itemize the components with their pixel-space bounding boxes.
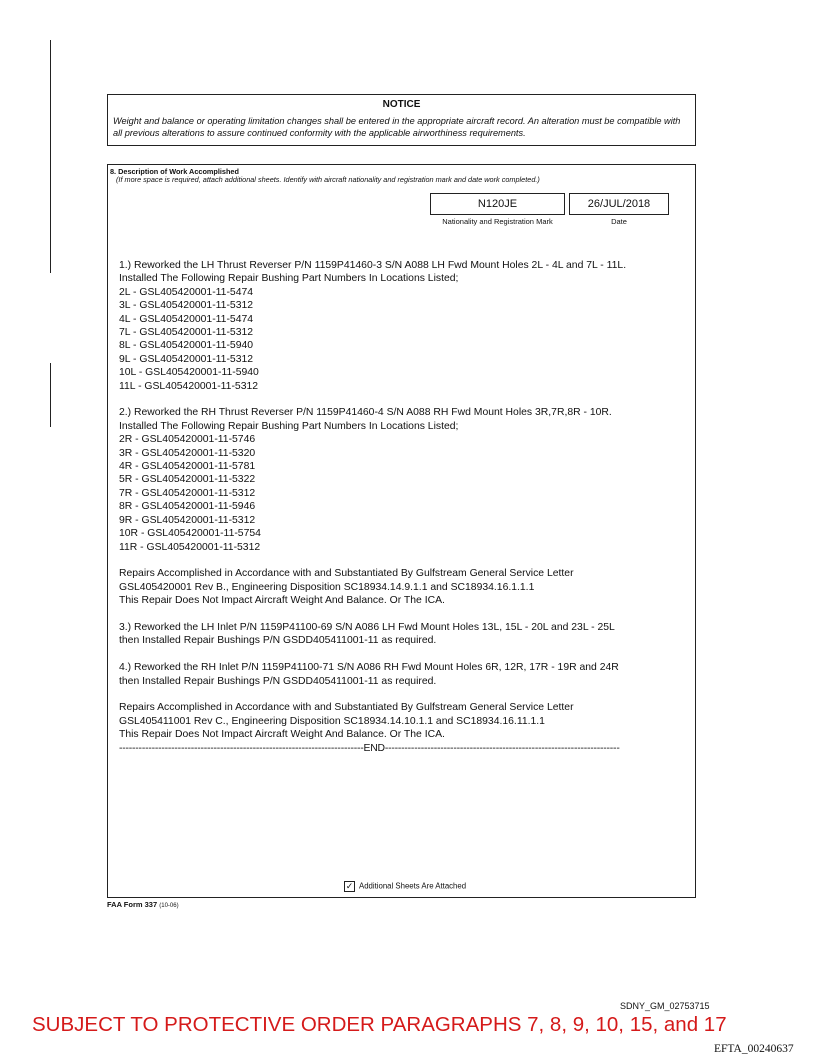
work-line	[119, 393, 689, 406]
work-line: 3L - GSL405420001-11-5312	[119, 300, 254, 312]
form-revision: (10-06)	[159, 903, 179, 909]
work-line: 2.) Reworked the RH Thrust Reverser P/N 1159P41460-4 S/N A088 RH Fwd Mount Holes 3R,7R,8R - 10R.	[119, 407, 612, 419]
notice-title: NOTICE	[382, 99, 421, 110]
work-line: then Installed Repair Bushings P/N GSDD405411001-11 as required.	[119, 675, 437, 687]
work-line: 10L - GSL405420001-11-5940	[119, 367, 259, 379]
additional-sheets-label: Additional Sheets Are Attached	[359, 881, 467, 891]
work-line: 4R - GSL405420001-11-5781	[119, 461, 256, 473]
work-line: 10R - GSL405420001-11-5754	[119, 528, 261, 540]
work-line: 9R - GSL405420001-11-5312	[119, 514, 256, 526]
work-line: Repairs Accomplished in Accordance with and Substantiated By Gulfstream General Service Letter	[119, 702, 574, 714]
registration-mark-field: N120JE	[430, 193, 565, 215]
work-line: 3R - GSL405420001-11-5320	[119, 447, 256, 459]
left-margin-mark	[50, 40, 51, 273]
work-line: This Repair Does Not Impact Aircraft Weight And Balance. Or The ICA.	[119, 729, 445, 741]
work-line: Installed The Following Repair Bushing Part Numbers In Locations Listed;	[119, 273, 459, 285]
section-title: 8. Description of Work Accomplished	[110, 167, 239, 176]
work-line: 1.) Reworked the LH Thrust Reverser P/N 1159P41460-3 S/N A088 LH Fwd Mount Holes 2L - 4L and 7L - 11L.	[119, 260, 627, 271]
work-line: Repairs Accomplished in Accordance with and Substantiated By Gulfstream General Service Letter	[119, 568, 574, 580]
left-margin-mark	[50, 363, 51, 427]
work-line: 4L - GSL405420001-11-5474	[119, 313, 254, 325]
work-line: 2R - GSL405420001-11-5746	[119, 434, 256, 446]
date-field: 26/JUL/2018	[569, 193, 669, 215]
work-line: 8R - GSL405420001-11-5946	[119, 501, 256, 513]
work-line: This Repair Does Not Impact Aircraft Weight And Balance. Or The ICA.	[119, 595, 445, 607]
work-line: 7R - GSL405420001-11-5312	[119, 487, 256, 499]
work-line: 11L - GSL405420001-11-5312	[119, 380, 259, 392]
registration-mark-label: Nationality and Registration Mark	[442, 217, 553, 226]
work-line: 3.) Reworked the LH Inlet P/N 1159P41100-69 S/N A086 LH Fwd Mount Holes 13L, 15L - 20L and 23L - 25L	[119, 621, 615, 633]
work-line	[119, 648, 689, 661]
work-line	[119, 608, 689, 621]
work-line: 8L - GSL405420001-11-5940	[119, 340, 254, 352]
work-line: 4.) Reworked the RH Inlet P/N 1159P41100-71 S/N A086 RH Fwd Mount Holes 6R, 12R, 17R - 19R and 24R	[119, 662, 619, 674]
additional-sheets-checkbox[interactable]: ✓	[345, 881, 354, 891]
notice-box	[107, 94, 696, 146]
work-description-text	[119, 259, 689, 755]
work-line: then Installed Repair Bushings P/N GSDD405411001-11 as required.	[119, 635, 437, 647]
notice-text: Weight and balance or operating limitation changes shall be entered in the appropriate aircraft record. An alteration must be compatible with all previous alterations to assure continued conformity with the applicable airworthiness requirements.	[113, 116, 681, 138]
additional-sheets-row	[344, 881, 466, 892]
work-line: 7L - GSL405420001-11-5312	[119, 327, 254, 339]
form-identifier	[107, 900, 179, 909]
date-label: Date	[611, 217, 627, 226]
bates-number: SDNY_GM_02753715	[620, 1001, 710, 1011]
work-line: 9L - GSL405420001-11-5312	[119, 353, 254, 365]
efta-number: EFTA_00240637	[714, 1043, 794, 1055]
work-line: GSL405411001 Rev C., Engineering Disposition SC18934.14.10.1.1 and SC18934.16.11.1.1	[119, 715, 545, 727]
work-line: 5R - GSL405420001-11-5322	[119, 474, 256, 486]
work-line	[119, 554, 689, 567]
work-line: Installed The Following Repair Bushing Part Numbers In Locations Listed;	[119, 420, 459, 432]
work-line	[119, 688, 689, 701]
work-description-section	[107, 164, 696, 898]
protective-order-notice: SUBJECT TO PROTECTIVE ORDER PARAGRAPHS 7, 8, 9, 10, 15, and 17	[32, 1013, 727, 1036]
form-name: FAA Form 337	[107, 900, 158, 909]
end-marker: ---------------------------------------------------------------------------END------------------------------------------------------------------------	[119, 742, 620, 754]
work-line: 2L - GSL405420001-11-5474	[119, 286, 254, 298]
section-instructions: (If more space is required, attach additional sheets. Identify with aircraft nationality and registration mark and date work completed.)	[116, 175, 540, 184]
work-line: GSL405420001 Rev B., Engineering Disposition SC18934.14.9.1.1 and SC18934.16.1.1.1	[119, 581, 535, 593]
work-line: 11R - GSL405420001-11-5312	[119, 541, 261, 553]
